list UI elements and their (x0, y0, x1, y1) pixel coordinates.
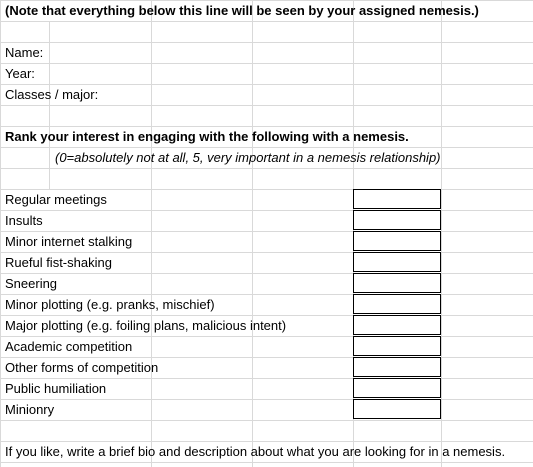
field-label-name: Name: (5, 45, 44, 60)
rank-item-label: Rueful fist-shaking (5, 255, 112, 270)
rank-item-label: Minor internet stalking (5, 234, 133, 249)
rank-input-cell[interactable] (353, 273, 441, 293)
rank-item-label: Academic competition (5, 339, 133, 354)
bio-prompt: If you like, write a brief bio and description about what you are looking for in a nemesis. (5, 444, 506, 459)
header-note: (Note that everything below this line will be seen by your assigned nemesis.) (5, 3, 479, 18)
rank-item-label: Public humiliation (5, 381, 107, 396)
rank-item-label: Minor plotting (e.g. pranks, mischief) (5, 297, 215, 312)
rank-scale: (0=absolutely not at all, 5, very important in a nemesis relationship) (55, 150, 441, 165)
rank-input-cell[interactable] (353, 315, 441, 335)
rank-input-cell[interactable] (353, 189, 441, 209)
rank-heading: Rank your interest in engaging with the following with a nemesis. (5, 129, 409, 144)
rank-input-cell[interactable] (353, 294, 441, 314)
rank-item-label: Major plotting (e.g. foiling plans, malicious intent) (5, 318, 287, 333)
rank-input-cell[interactable] (353, 336, 441, 356)
rank-item-label: Regular meetings (5, 192, 107, 207)
field-label-year: Year: (5, 66, 35, 81)
rank-input-cell[interactable] (353, 399, 441, 419)
rank-input-cell[interactable] (353, 357, 441, 377)
rank-item-label: Insults (5, 213, 43, 228)
rank-item-label: Sneering (5, 276, 58, 291)
rank-item-label: Other forms of competition (5, 360, 159, 375)
rank-item-label: Minionry (5, 402, 55, 417)
rank-input-cell[interactable] (353, 231, 441, 251)
rank-input-cell[interactable] (353, 378, 441, 398)
rank-input-cell[interactable] (353, 252, 441, 272)
rank-input-cell[interactable] (353, 210, 441, 230)
field-label-classes: Classes / major: (5, 87, 99, 102)
